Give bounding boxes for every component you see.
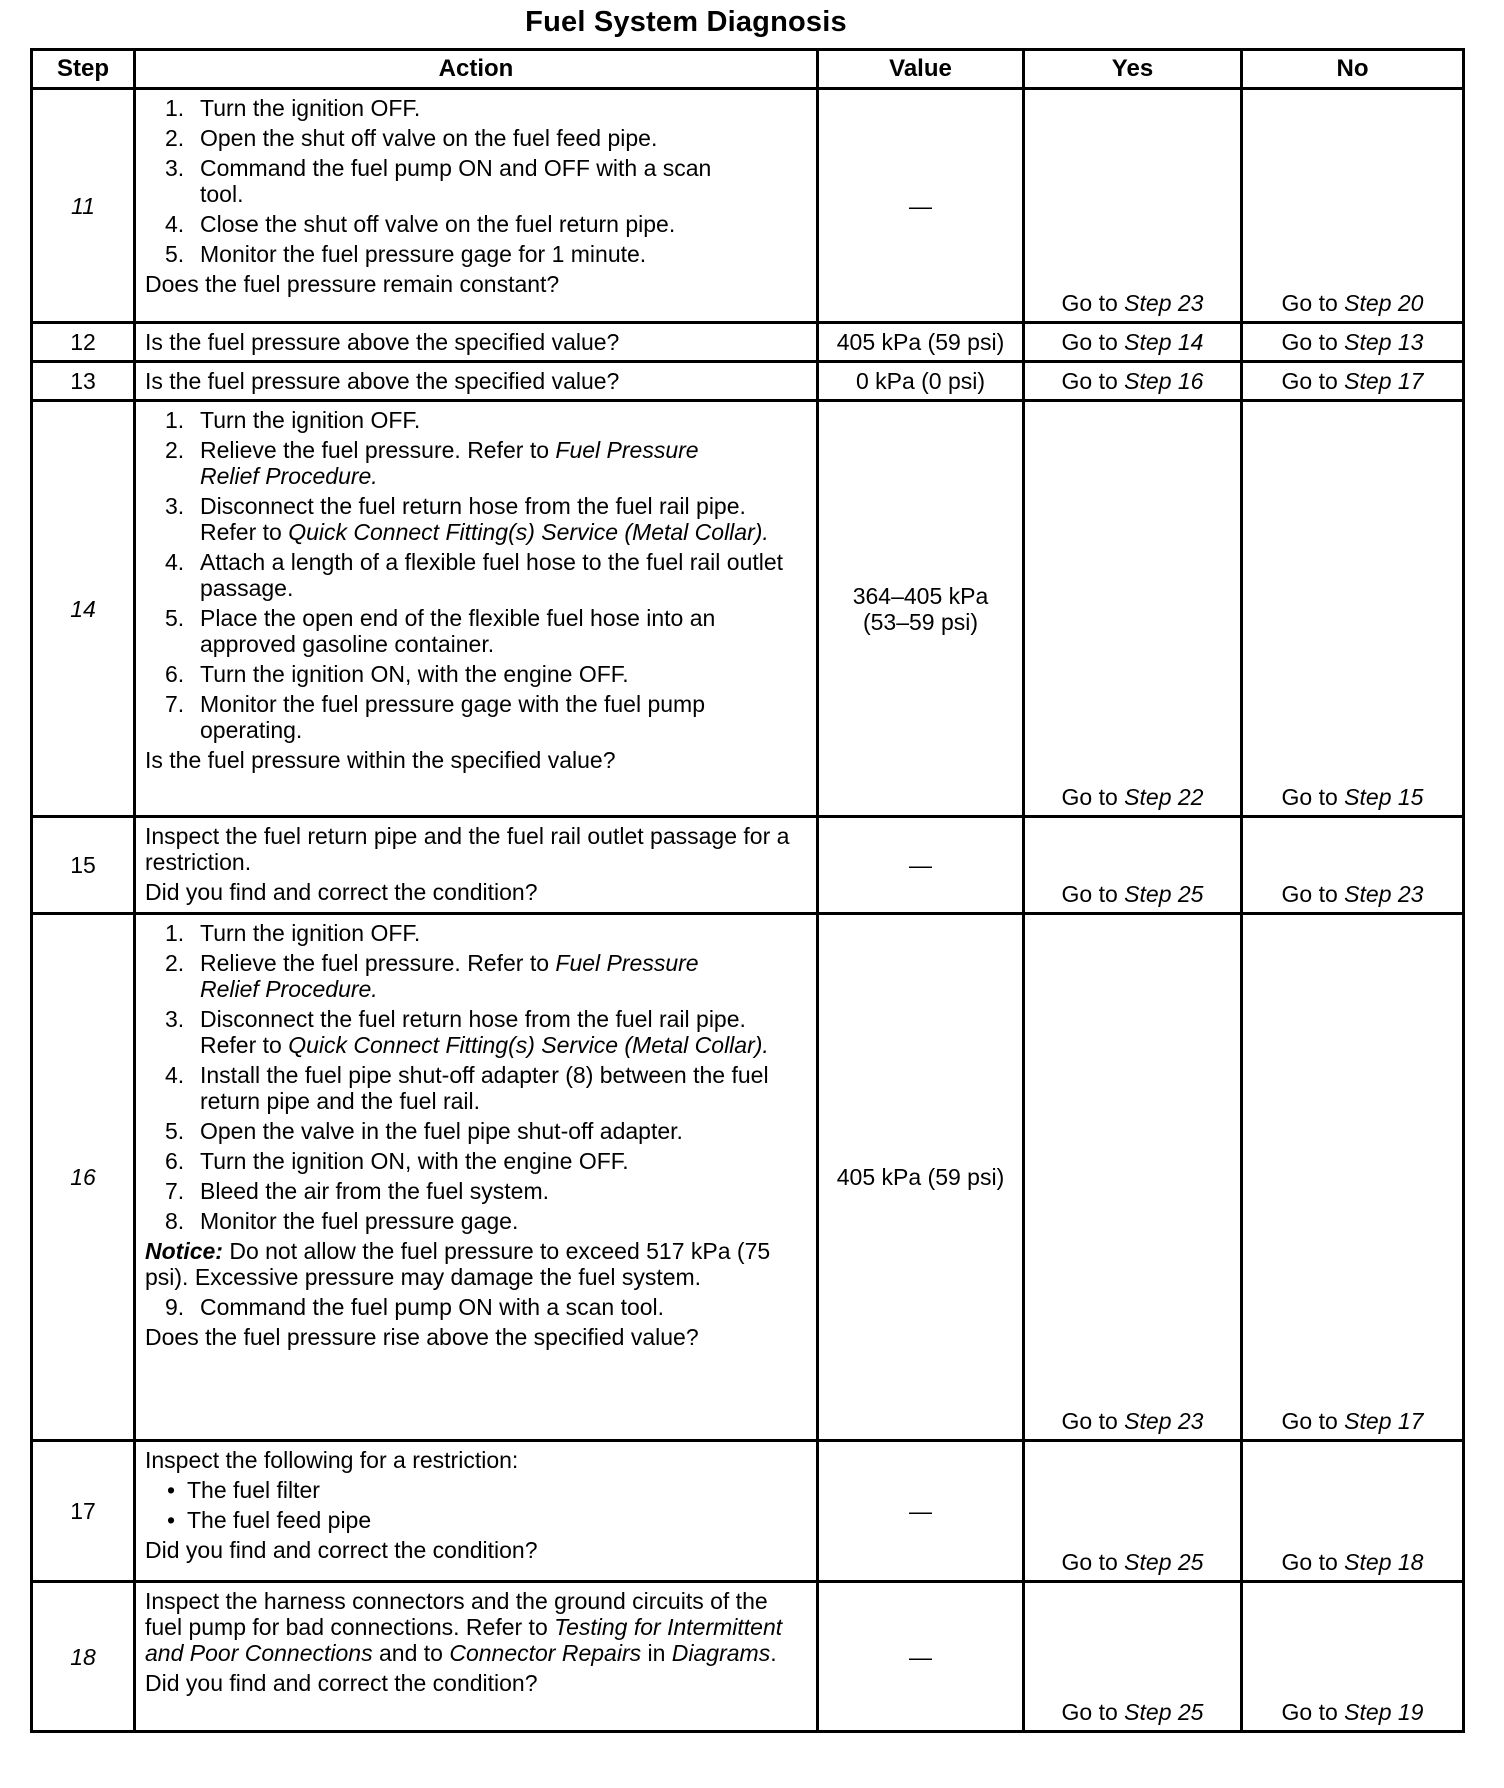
action-step: 1. Turn the ignition OFF. [165, 407, 421, 433]
action-step: 3. Disconnect the fuel return hose from the fuel rail pipe. Refer to Quick Connect Fitting(s) Service (Metal Collar). [165, 493, 769, 545]
no-cell [1242, 401, 1464, 817]
action-step: 7. Bleed the air from the fuel system. [165, 1178, 549, 1204]
value-cell: — [818, 1582, 1024, 1732]
no-cell [1242, 1441, 1464, 1582]
action-step: 3. Command the fuel pump ON and OFF with a scan tool. [165, 155, 712, 207]
yes-goto: Go to Step 22 [1061, 784, 1204, 810]
yes-cell [1024, 914, 1242, 1441]
action-steps [145, 407, 808, 743]
value-cell: 364–405 kPa (53–59 psi) [818, 401, 1024, 817]
action-steps [145, 920, 808, 1234]
yes-cell: Go to Step 14 [1024, 323, 1242, 362]
no-cell: Go to Step 13 [1242, 323, 1464, 362]
action-step: 5. Open the valve in the fuel pipe shut-off adapter. [165, 1118, 683, 1144]
action-step: 8. Monitor the fuel pressure gage. [165, 1208, 519, 1234]
value-cell: — [818, 817, 1024, 914]
table-row [32, 362, 1464, 401]
action-cell [135, 817, 818, 914]
action-question: Is the fuel pressure above the specified value? [135, 323, 818, 362]
action-cell [135, 1441, 818, 1582]
no-goto: Go to Step 18 [1281, 1549, 1424, 1575]
yes-cell [1024, 1582, 1242, 1732]
step-number: 17 [32, 1441, 135, 1582]
action-cell [135, 914, 818, 1441]
action-question: Is the fuel pressure above the specified value? [135, 362, 818, 401]
action-text: Inspect the fuel return pipe and the fuel rail outlet passage for a restriction. [145, 823, 790, 875]
table-row [32, 401, 1464, 817]
action-step: 4. Attach a length of a flexible fuel hose to the fuel rail outlet passage. [165, 549, 784, 601]
no-cell [1242, 817, 1464, 914]
step-number: 18 [32, 1582, 135, 1732]
action-step: 9. Command the fuel pump ON with a scan tool. [165, 1294, 665, 1320]
value-cell: 405 kPa (59 psi) [818, 914, 1024, 1441]
value-cell: 405 kPa (59 psi) [818, 323, 1024, 362]
no-goto: Go to Step 19 [1281, 1699, 1424, 1725]
yes-goto: Go to Step 25 [1061, 881, 1204, 907]
step-number: 13 [32, 362, 135, 401]
step-number: 15 [32, 817, 135, 914]
step-number: 14 [32, 401, 135, 817]
action-cell [135, 1582, 818, 1732]
table-row [32, 914, 1464, 1441]
action-step: 2. Relieve the fuel pressure. Refer to Fuel Pressure Relief Procedure. [165, 437, 699, 489]
action-question: Did you find and correct the condition? [145, 1537, 538, 1563]
action-step: 6. Turn the ignition ON, with the engine OFF. [165, 661, 629, 687]
action-step: 1. Turn the ignition OFF. [165, 920, 421, 946]
action-step: 7. Monitor the fuel pressure gage with the fuel pump operating. [165, 691, 706, 743]
action-step: 1. Turn the ignition OFF. [165, 95, 421, 121]
yes-goto: Go to Step 25 [1061, 1699, 1204, 1725]
action-step: 5. Monitor the fuel pressure gage for 1 minute. [165, 241, 647, 267]
action-question: Does the fuel pressure rise above the specified value? [145, 1324, 699, 1350]
action-step: 2. Relieve the fuel pressure. Refer to Fuel Pressure Relief Procedure. [165, 950, 699, 1002]
step-number: 12 [32, 323, 135, 362]
action-question: Did you find and correct the condition? [145, 879, 538, 905]
list-item: • The fuel filter [145, 1477, 808, 1503]
yes-cell [1024, 401, 1242, 817]
no-goto: Go to Step 17 [1281, 1408, 1424, 1434]
no-cell: Go to Step 17 [1242, 362, 1464, 401]
action-steps [145, 1294, 808, 1320]
list-item: • The fuel feed pipe [145, 1507, 808, 1533]
action-step: 4. Close the shut off valve on the fuel return pipe. [165, 211, 676, 237]
action-cell [135, 89, 818, 323]
header-action: Action [135, 50, 818, 89]
action-question: Does the fuel pressure remain constant? [145, 271, 560, 297]
header-step: Step [32, 50, 135, 89]
value-cell: 0 kPa (0 psi) [818, 362, 1024, 401]
yes-cell: Go to Step 16 [1024, 362, 1242, 401]
yes-goto: Go to Step 25 [1061, 1549, 1204, 1575]
notice-text: Notice: Do not allow the fuel pressure to exceed 517 kPa (75 psi). Excessive pressure may damage the fuel system. [145, 1238, 771, 1290]
value-cell: — [818, 1441, 1024, 1582]
no-cell [1242, 1582, 1464, 1732]
no-goto: Go to Step 20 [1281, 290, 1424, 316]
no-cell [1242, 914, 1464, 1441]
action-step: 5. Place the open end of the flexible fuel hose into an approved gasoline container. [165, 605, 716, 657]
page-title: Fuel System Diagnosis [525, 6, 847, 38]
table-row [32, 89, 1464, 323]
bullet-list [145, 1477, 808, 1533]
table-row [32, 1441, 1464, 1582]
no-goto: Go to Step 23 [1281, 881, 1424, 907]
value-cell: — [818, 89, 1024, 323]
yes-goto: Go to Step 23 [1061, 290, 1204, 316]
no-cell [1242, 89, 1464, 323]
action-step: 2. Open the shut off valve on the fuel feed pipe. [165, 125, 658, 151]
header-yes: Yes [1024, 50, 1242, 89]
table-row [32, 817, 1464, 914]
action-cell [135, 401, 818, 817]
yes-goto: Go to Step 23 [1061, 1408, 1204, 1434]
step-number: 16 [32, 914, 135, 1441]
no-goto: Go to Step 15 [1281, 784, 1424, 810]
header-no: No [1242, 50, 1464, 89]
yes-cell [1024, 89, 1242, 323]
table-header-row [32, 50, 1464, 89]
action-step: 3. Disconnect the fuel return hose from the fuel rail pipe. Refer to Quick Connect Fitting(s) Service (Metal Collar). [165, 1006, 769, 1058]
header-value: Value [818, 50, 1024, 89]
table-row [32, 323, 1464, 362]
yes-cell [1024, 1441, 1242, 1582]
yes-cell [1024, 817, 1242, 914]
action-step: 6. Turn the ignition ON, with the engine OFF. [165, 1148, 629, 1174]
action-text: Inspect the following for a restriction: [145, 1447, 519, 1473]
action-question: Is the fuel pressure within the specified value? [145, 747, 616, 773]
action-steps [145, 95, 808, 267]
action-step: 4. Install the fuel pipe shut-off adapter (8) between the fuel return pipe and the fuel rail. [165, 1062, 769, 1114]
table-row [32, 1582, 1464, 1732]
action-text: Inspect the harness connectors and the ground circuits of the fuel pump for bad connections. Refer to Testing for Intermittent and Poor Connections and to Connector Repairs in Diagrams. [145, 1588, 783, 1666]
action-question: Did you find and correct the condition? [145, 1670, 538, 1696]
step-number: 11 [32, 89, 135, 323]
diagnosis-table [30, 48, 1465, 1733]
